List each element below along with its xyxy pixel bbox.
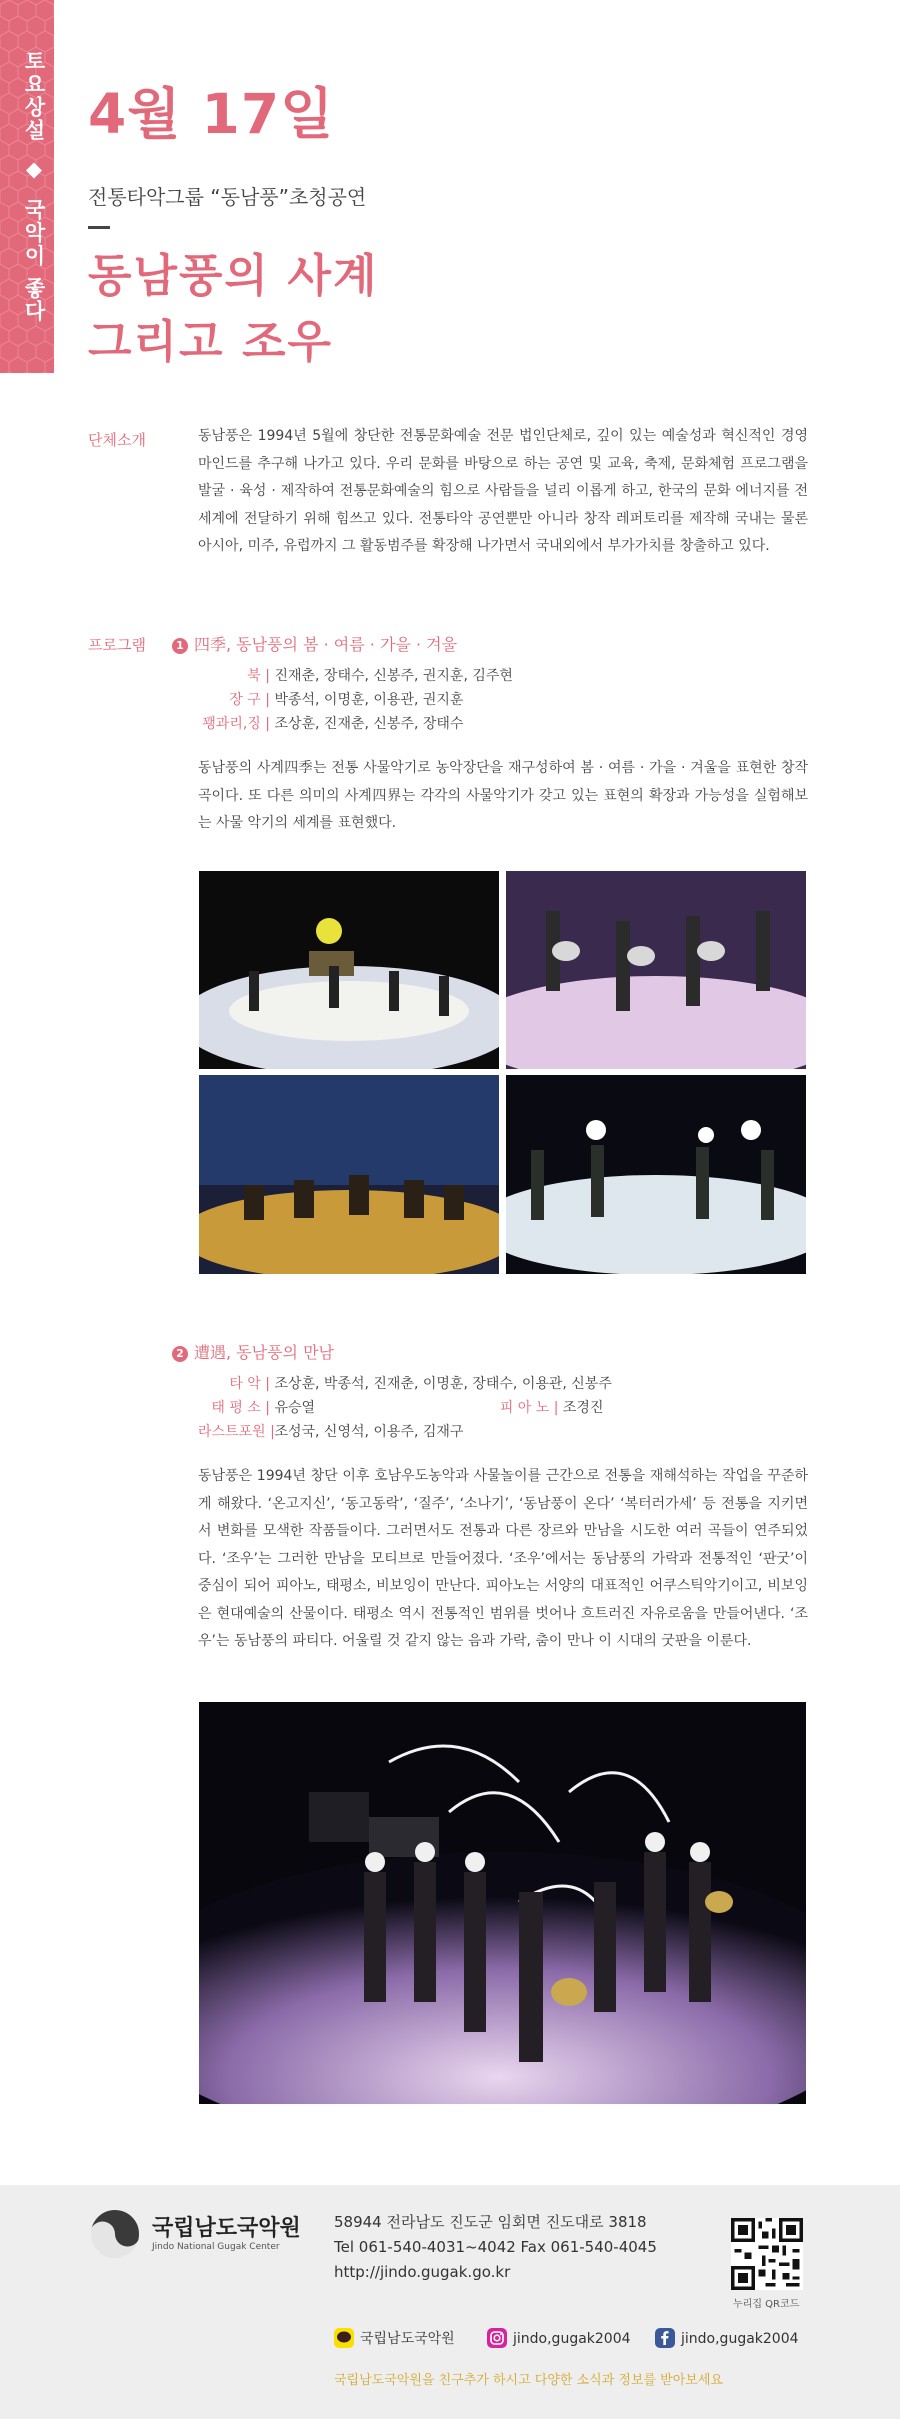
cast-role: 장 구 | <box>229 692 270 708</box>
program-2-title <box>172 1340 334 1363</box>
cast-names: 조상훈, 박종석, 진재춘, 이명훈, 장태수, 이용관, 신봉주 <box>274 1376 612 1392</box>
side-banner-line2: 국악이 좋다 <box>22 198 46 323</box>
performance-photo <box>199 871 499 1069</box>
diamond-icon: ◆ <box>22 157 46 184</box>
cast-role: 태 평 소 | <box>211 1400 270 1416</box>
instagram-icon <box>487 2328 507 2348</box>
cast-names: 조경진 <box>562 1400 604 1416</box>
cast-row <box>198 1396 612 1420</box>
number-1-icon: 1 <box>172 638 188 654</box>
cast-row <box>198 664 513 688</box>
facebook-label: jindo,gugak2004 <box>681 2331 799 2347</box>
program-1-cast <box>198 664 513 736</box>
cast-row <box>198 1372 612 1396</box>
title-line1: 동남풍의 사계 <box>88 249 379 302</box>
facebook-icon <box>655 2328 675 2348</box>
kakaotalk-channel[interactable] <box>334 2328 455 2348</box>
program-2-title-text: 遭遇, 동남풍의 만남 <box>194 1343 334 1362</box>
friend-add-notice: 국립남도국악원을 친구추가 하시고 다양한 소식과 정보를 받아보세요 <box>334 2373 723 2388</box>
performance-photo-large <box>199 1702 806 2104</box>
side-banner-text <box>8 50 46 323</box>
cast-names: 박종석, 이명훈, 이용관, 권지훈 <box>274 692 464 708</box>
intro-text: 동남풍은 1994년 5월에 창단한 전통문화예술 전문 법인단체로, 깊이 있는 예술성과 혁신적인 경영마인드를 추구해 나가고 있다. 우리 문화를 바탕으로 하는 공연 및 교육, 축제, 문화체험 프로그램을 발굴 · 육성 · 제작하여 전통문화예술의 힘으로 사람들을 널리 이롭게 하고, 한국의 문화 에너지를 전 세계에 전달하기 위해 힘쓰고 있다. 전통타악 공연뿐만 아니라 창작 레퍼토리를 제작해 국내는 물론 아시아, 미주, 유럽까지 그 활동범주를 확장해 나가면서 국내외에서 부가가치를 창출하고 있다. <box>198 428 808 554</box>
program-1-title <box>172 632 457 655</box>
kakaotalk-label: 국립남도국악원 <box>360 2331 455 2347</box>
cast-role: 타 악 | <box>229 1376 270 1392</box>
taegeuk-logo-icon <box>88 2207 142 2261</box>
qr-code[interactable] <box>731 2218 803 2294</box>
instagram-label: jindo,gugak2004 <box>513 2331 631 2347</box>
program-1-title-text: 四季, 동남풍의 봄 · 여름 · 가을 · 겨울 <box>194 635 458 654</box>
cast-role: 라스트포원 | <box>198 1424 275 1440</box>
contact-info <box>334 2210 657 2285</box>
side-banner <box>0 0 54 373</box>
cast-names: 조성국, 신영석, 이용주, 김재구 <box>274 1424 464 1440</box>
performance-photo <box>506 1075 806 1274</box>
title-line2: 그리고 조우 <box>88 315 334 368</box>
cast-role: 꽹과리,징 | <box>202 716 270 732</box>
cast-row <box>198 688 513 712</box>
performance-photo <box>506 871 806 1069</box>
org-logo <box>88 2207 142 2265</box>
kakaotalk-icon <box>334 2328 354 2348</box>
program-1-description: 동남풍의 사계四季는 전통 사물악기로 농악장단을 재구성하여 봄 · 여름 · 가을 · 겨울을 표현한 창작곡이다. 또 다른 의미의 사계四界는 각각의 사물악기가 갖고 있는 표현의 확장과 가능성을 실험해보는 사물 악기의 세계를 표현했다. <box>198 760 808 831</box>
performance-photo <box>199 1075 499 1274</box>
qr-caption: 누리집 QR코드 <box>733 2299 800 2310</box>
event-subtitle: 전통타악그룹 “동남풍”초청공연 <box>88 185 367 209</box>
event-date: 4월 17일 <box>88 82 335 146</box>
facebook-account[interactable] <box>655 2328 799 2348</box>
address: 58944 전라남도 진도군 임회면 진도대로 3818 <box>334 2213 647 2231</box>
intro-label: 단체소개 <box>88 431 146 449</box>
event-title <box>88 243 379 375</box>
website-link[interactable]: http://jindo.gugak.go.kr <box>334 2263 511 2281</box>
program-2-description: 동남풍은 1994년 창단 이후 호남우도농악과 사물놀이를 근간으로 전통을 재해석하는 작업을 꾸준하게 해왔다. ‘온고지신’, ‘동고동락’, ‘질주’, ‘소나기’, ‘동남풍이 온다’ ‘복터러가세’ 등 전통을 지키면서 변화를 모색한 작품들이다. 그러면서도 전통과 다른 장르와 만남을 시도한 여러 곡들이 연주되었다. ‘조우’는 그러한 만남을 모티브로 만들어졌다. ‘조우’에서는 동남풍의 가락과 전통적인 ‘판굿’이 중심이 되어 피아노, 태평소, 비보잉이 만난다. 피아노는 서양의 대표적인 어쿠스틱악기이고, 비보잉은 현대예술의 산물이다. 태평소 역시 전통적인 범위를 벗어나 흐트러진 자유로움을 만들어낸다. ‘조우’는 동남풍의 파티다. 어울릴 것 같지 않는 음과 가락, 춤이 만나 이 시대의 굿판을 이룬다. <box>198 1468 808 1649</box>
program-2-cast <box>198 1372 612 1444</box>
side-banner-line1: 토요상설 <box>22 50 46 142</box>
program-label: 프로그램 <box>88 636 146 654</box>
cast-role: 북 | <box>247 668 270 684</box>
footer <box>0 2185 900 2419</box>
cast-row <box>198 712 513 736</box>
cast-names: 유승열 <box>274 1400 316 1416</box>
cast-names: 진재춘, 장태수, 신봉주, 권지훈, 김주현 <box>274 668 513 684</box>
instagram-account[interactable] <box>487 2328 631 2348</box>
qr-code-icon <box>731 2218 803 2290</box>
cast-role: 피 아 노 | <box>499 1400 559 1416</box>
divider-dash <box>88 226 110 229</box>
org-name-en: Jindo National Gugak Center <box>152 2242 280 2252</box>
cast-names: 조상훈, 진재춘, 신봉주, 장태수 <box>274 716 464 732</box>
cast-row <box>198 1420 612 1444</box>
number-2-icon: 2 <box>172 1346 188 1362</box>
org-name: 국립남도국악원 <box>152 2216 301 2241</box>
phone-fax: Tel 061-540-4031~4042 Fax 061-540-4045 <box>334 2238 657 2256</box>
